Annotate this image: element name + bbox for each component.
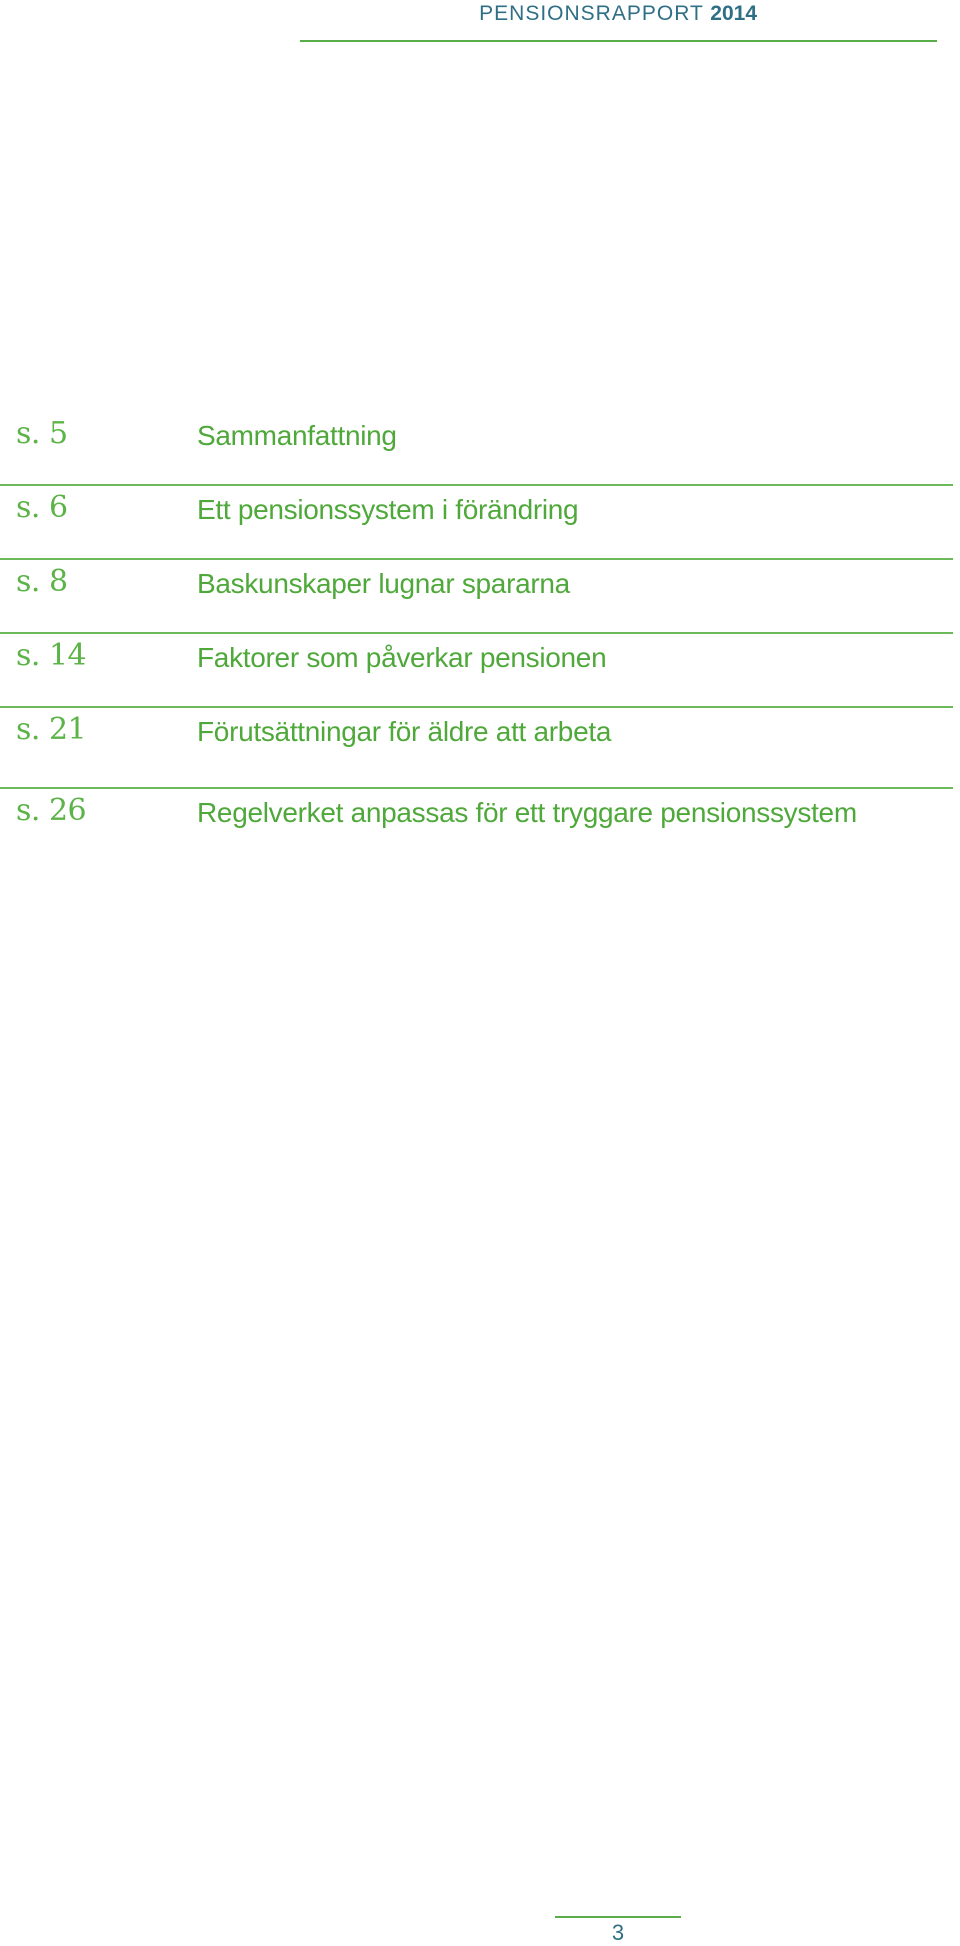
table-of-contents — [0, 412, 953, 863]
toc-page-ref: s. 6 — [16, 490, 68, 525]
toc-page-ref: s. 26 — [16, 793, 87, 828]
toc-page-ref: s. 8 — [16, 564, 68, 599]
toc-entry-title: Regelverket anpassas för ett tryggare pensionssystem — [197, 797, 857, 828]
toc-entry-regelverket[interactable] — [0, 789, 953, 863]
toc-page-ref: s. 5 — [16, 416, 68, 451]
toc-entry-forutsattningar[interactable] — [0, 708, 953, 789]
running-header — [300, 0, 937, 42]
toc-entry-faktorer[interactable] — [0, 634, 953, 708]
toc-entry-title: Sammanfattning — [197, 420, 397, 451]
page-number: 3 — [611, 1920, 625, 1945]
toc-page-ref: s. 14 — [16, 638, 87, 673]
toc-entry-sammanfattning[interactable] — [0, 412, 953, 486]
toc-entry-pensionssystem[interactable] — [0, 486, 953, 560]
header-year: 2014 — [710, 2, 757, 25]
toc-entry-title: Faktorer som påverkar pensionen — [197, 642, 607, 673]
toc-entry-baskunskaper[interactable] — [0, 560, 953, 634]
footer-divider — [555, 1916, 681, 1918]
toc-entry-title: Baskunskaper lugnar spararna — [197, 568, 570, 599]
toc-entry-title: Ett pensionssystem i förändring — [197, 494, 579, 525]
toc-entry-title: Förutsättningar för äldre att arbeta — [197, 716, 612, 747]
toc-page-ref: s. 21 — [16, 712, 87, 747]
header-title — [479, 2, 757, 26]
header-publication-name: PENSIONSRAPPORT — [479, 2, 704, 25]
